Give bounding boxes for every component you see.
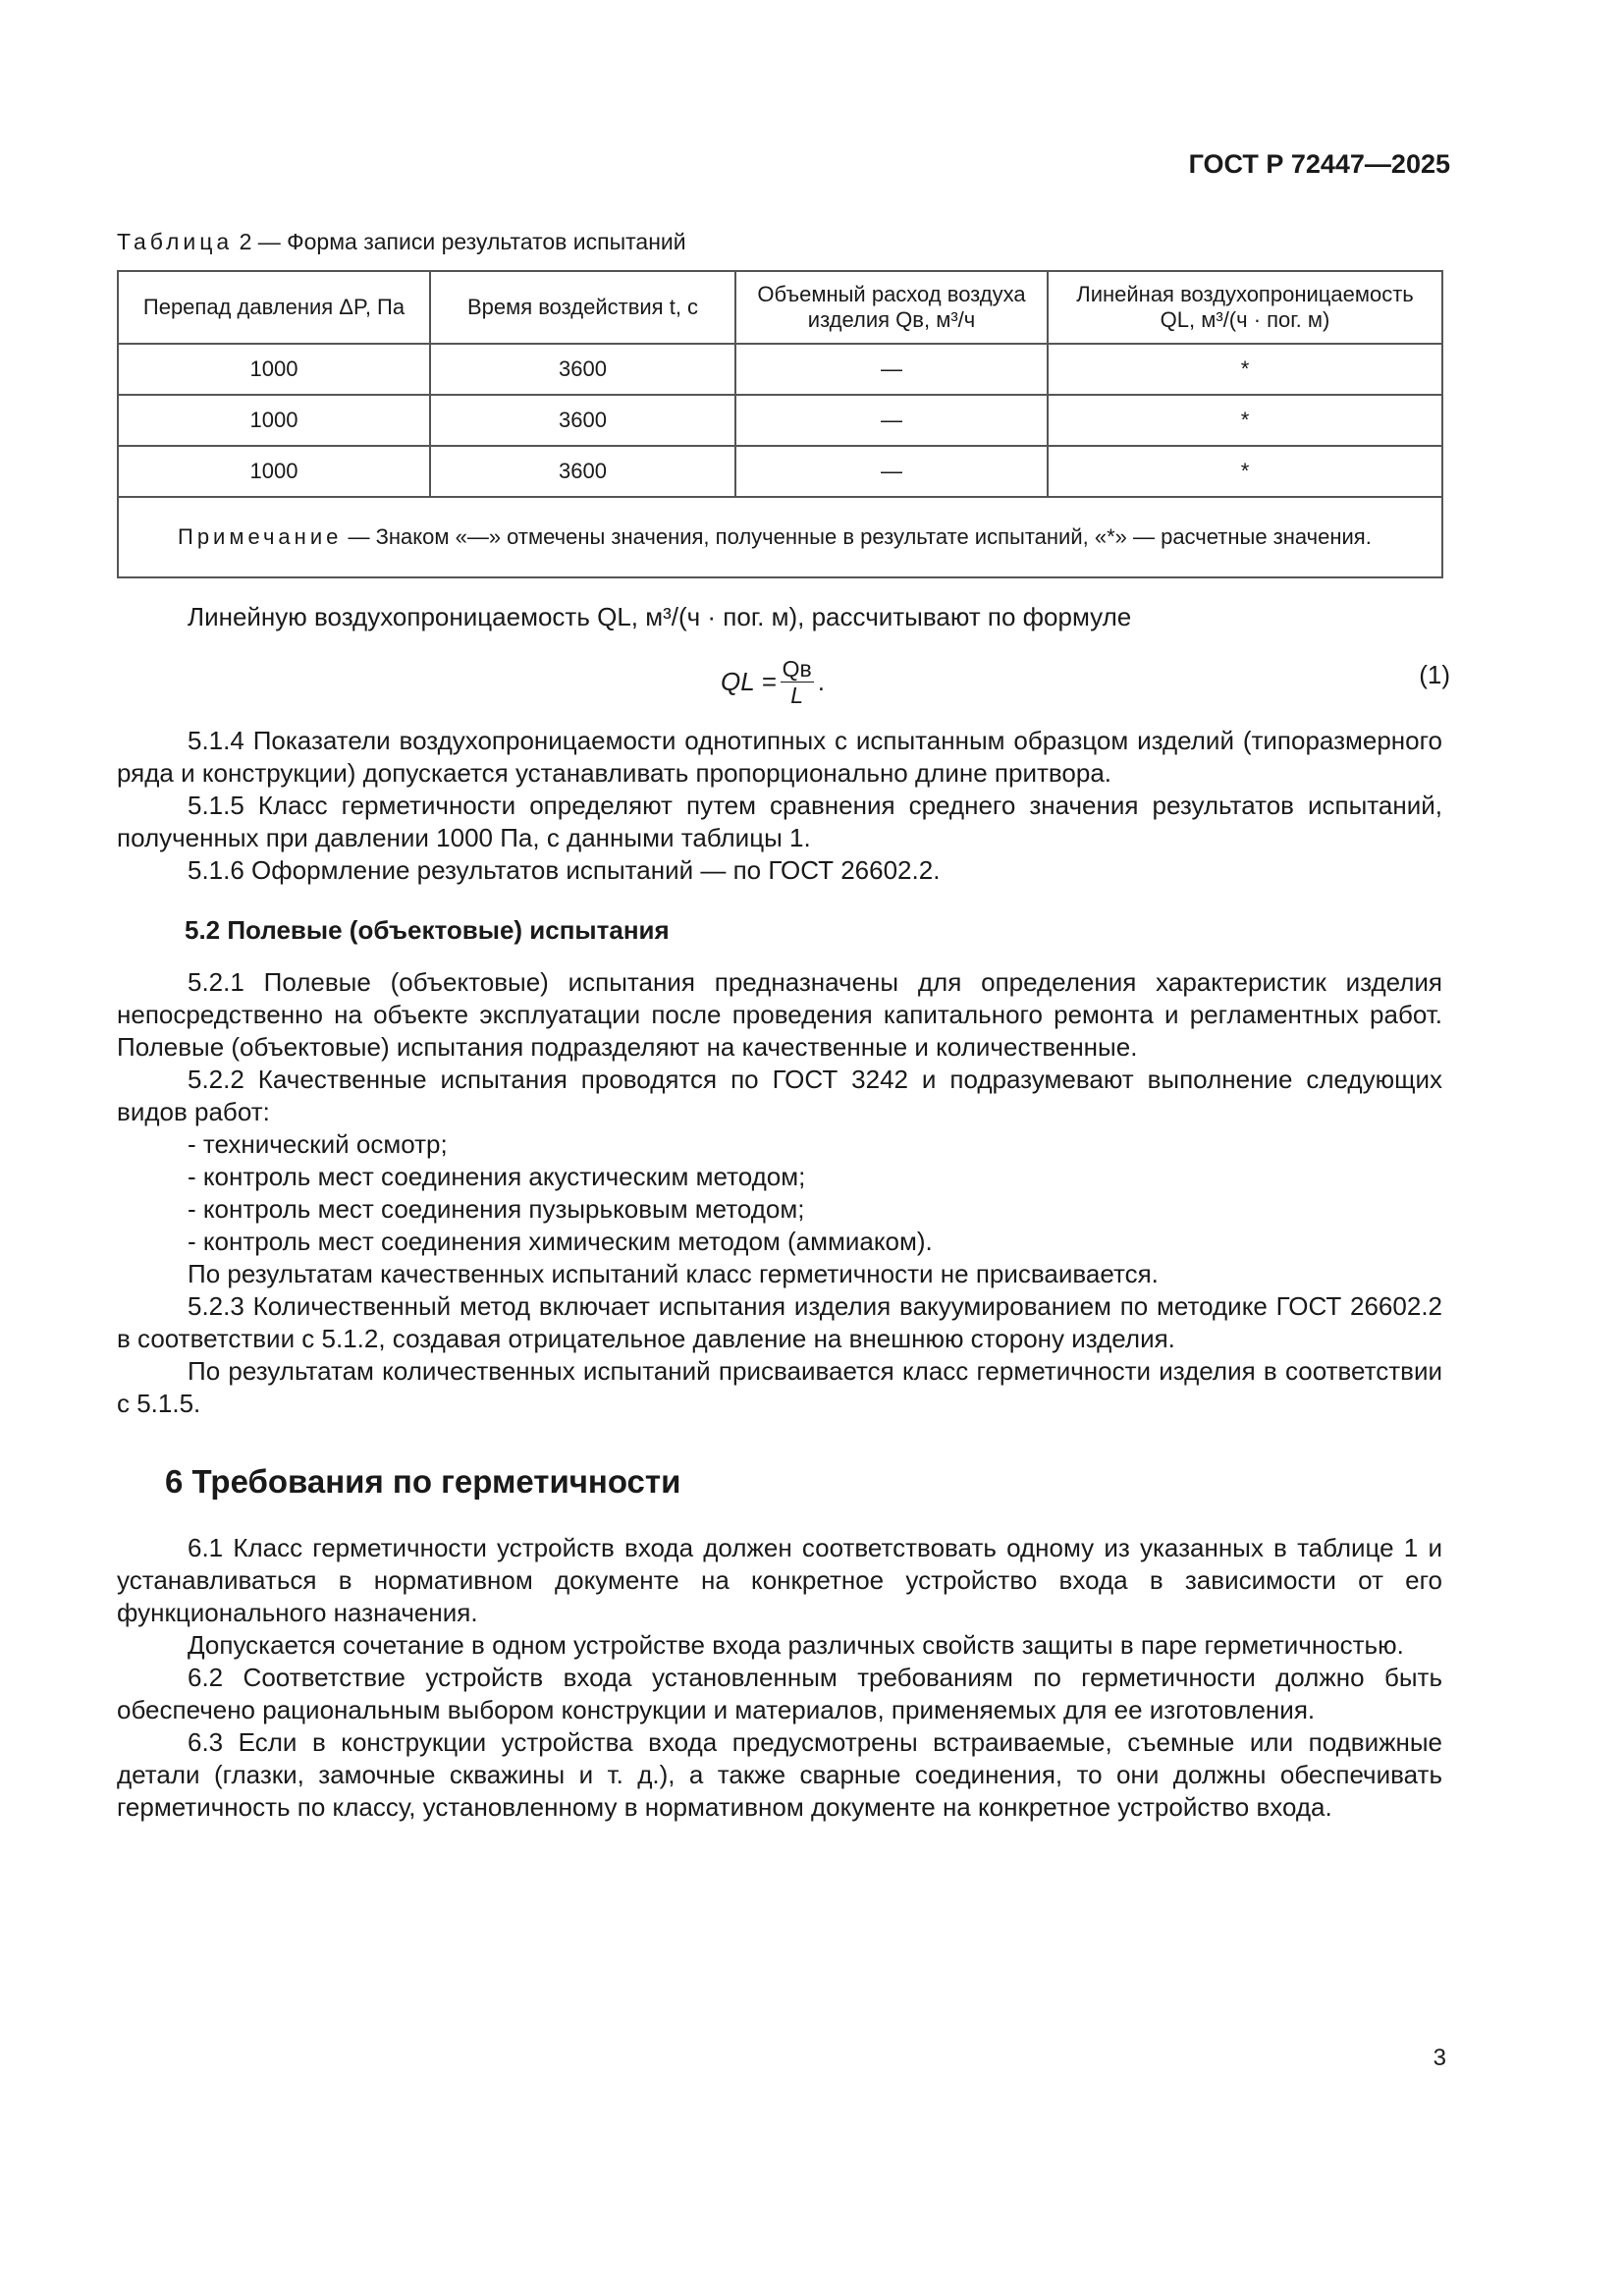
paragraph: По результатам количественных испытаний присваивается класс герметичности изделия в соответствии с 5.1.5. [117, 1356, 1442, 1418]
formula-lhs: QL = [721, 667, 777, 696]
paragraph: 6.1 Класс герметичности устройств входа должен соответствовать одному из указанных в таблице 1 и устанавливаться в нормативном документе на конкретное устройство входа в зависимости от его функционального назначения. [117, 1533, 1442, 1627]
table-note-word: Примечание [178, 523, 343, 549]
formula-intro: Линейную воздухопроницаемость QL, м³/(ч · пог. м), рассчитывают по формуле [188, 602, 1132, 631]
table-row [118, 344, 1442, 395]
paragraph: 5.2.2 Качественные испытания проводятся по ГОСТ 3242 и подразумевают выполнение следующих видов работ: [117, 1065, 1442, 1126]
table-caption-word: Таблица [117, 229, 234, 254]
table-header-cell: Линейная воздухопроницаемость QL, м³/(ч · пог. м) [1048, 271, 1442, 344]
table-note-row [118, 497, 1442, 577]
list-item: - контроль мест соединения химическим методом (аммиаком). [188, 1227, 933, 1256]
list-item: - технический осмотр; [188, 1129, 448, 1159]
clauses-514-516 [117, 725, 1442, 887]
table-row [118, 395, 1442, 446]
formula-numerator: Qв [782, 656, 812, 682]
formula-intro-block [117, 601, 1442, 633]
list-item: - контроль мест соединения акустическим методом; [188, 1162, 806, 1191]
section-heading: 5.2 Полевые (объектовые) испытания [185, 915, 670, 945]
section-6-body [117, 1532, 1442, 1824]
paragraph: По результатам качественных испытаний класс герметичности не присваивается. [188, 1259, 1159, 1288]
paragraph: 5.2.3 Количественный метод включает испытания изделия вакуумированием по методике ГОСТ 26602.2 в соответствии с 5.1.2, создавая отрицательное давление на внешнюю сторону изделия. [117, 1291, 1442, 1353]
table-cell: * [1048, 344, 1442, 395]
table-header-cell: Время воздействия t, с [430, 271, 735, 344]
paragraph: 5.1.6 Оформление результатов испытаний — по ГОСТ 26602.2. [188, 855, 941, 885]
formula-number: (1) [1419, 660, 1450, 689]
paragraph: 5.2.1 Полевые (объектовые) испытания предназначены для определения характеристик изделия непосредственно на объекте эксплуатации после проведения капитального ремонта и регламентных работ. Полевые (объектовые) испытания подразделяют на качественные и количественные. [117, 967, 1442, 1062]
section-heading: 6 Требования по герметичности [165, 1463, 681, 1500]
table-header-cell: Перепад давления ΔP, Па [118, 271, 430, 344]
table-cell: 1000 [118, 395, 430, 446]
table-header-row [118, 271, 1442, 344]
table-cell: * [1048, 395, 1442, 446]
table-cell: — [735, 446, 1048, 497]
paragraph: 6.2 Соответствие устройств входа установленным требованиям по герметичности должно быть обеспечено рациональным выбором конструкции и материалов, применяемых для ее изготовления. [117, 1663, 1442, 1724]
table-cell: 1000 [118, 344, 430, 395]
table-note-text: — Знаком «—» отмечены значения, полученные в результате испытаний, «*» — расчетные значения. [342, 523, 1372, 549]
table-cell: 3600 [430, 446, 735, 497]
paragraph: 5.1.4 Показатели воздухопроницаемости однотипных с испытанным образцом изделий (типоразмерного ряда и конструкции) допускается устанавливать пропорционально длине притвора. [117, 726, 1442, 788]
table-caption [117, 229, 686, 255]
results-table [117, 270, 1443, 578]
paragraph: Допускается сочетание в одном устройстве входа различных свойств защиты в паре герметичностью. [188, 1630, 1404, 1660]
list-item: - контроль мест соединения пузырьковым методом; [188, 1194, 805, 1224]
formula: QL = $\frac{Qв}{L}$ . [721, 656, 825, 708]
section-52-body [117, 966, 1442, 1420]
table-cell: 3600 [430, 344, 735, 395]
document-code: ГОСТ Р 72447—2025 [1188, 149, 1450, 179]
formula-denominator: L [790, 683, 804, 708]
table-note [118, 497, 1442, 577]
table-caption-title: 2 — Форма записи результатов испытаний [233, 229, 686, 254]
table-cell: * [1048, 446, 1442, 497]
table-row [118, 446, 1442, 497]
page-number: 3 [1433, 2045, 1446, 2071]
table-cell: 3600 [430, 395, 735, 446]
formula-fraction [781, 656, 814, 708]
table-cell: — [735, 344, 1048, 395]
paragraph: 6.3 Если в конструкции устройства входа предусмотрены встраиваемые, съемные или подвижные детали (глазки, замочные скважины и т. д.), а также сварные соединения, то они должны обеспечивать герметичность по классу, установленному в нормативном документе на конкретное устройство входа. [117, 1727, 1442, 1822]
table-cell: — [735, 395, 1048, 446]
paragraph: 5.1.5 Класс герметичности определяют путем сравнения среднего значения результатов испытаний, полученных при давлении 1000 Па, с данными таблицы 1. [117, 791, 1442, 852]
table-header-cell: Объемный расход воздуха изделия Qв, м³/ч [735, 271, 1048, 344]
table-cell: 1000 [118, 446, 430, 497]
